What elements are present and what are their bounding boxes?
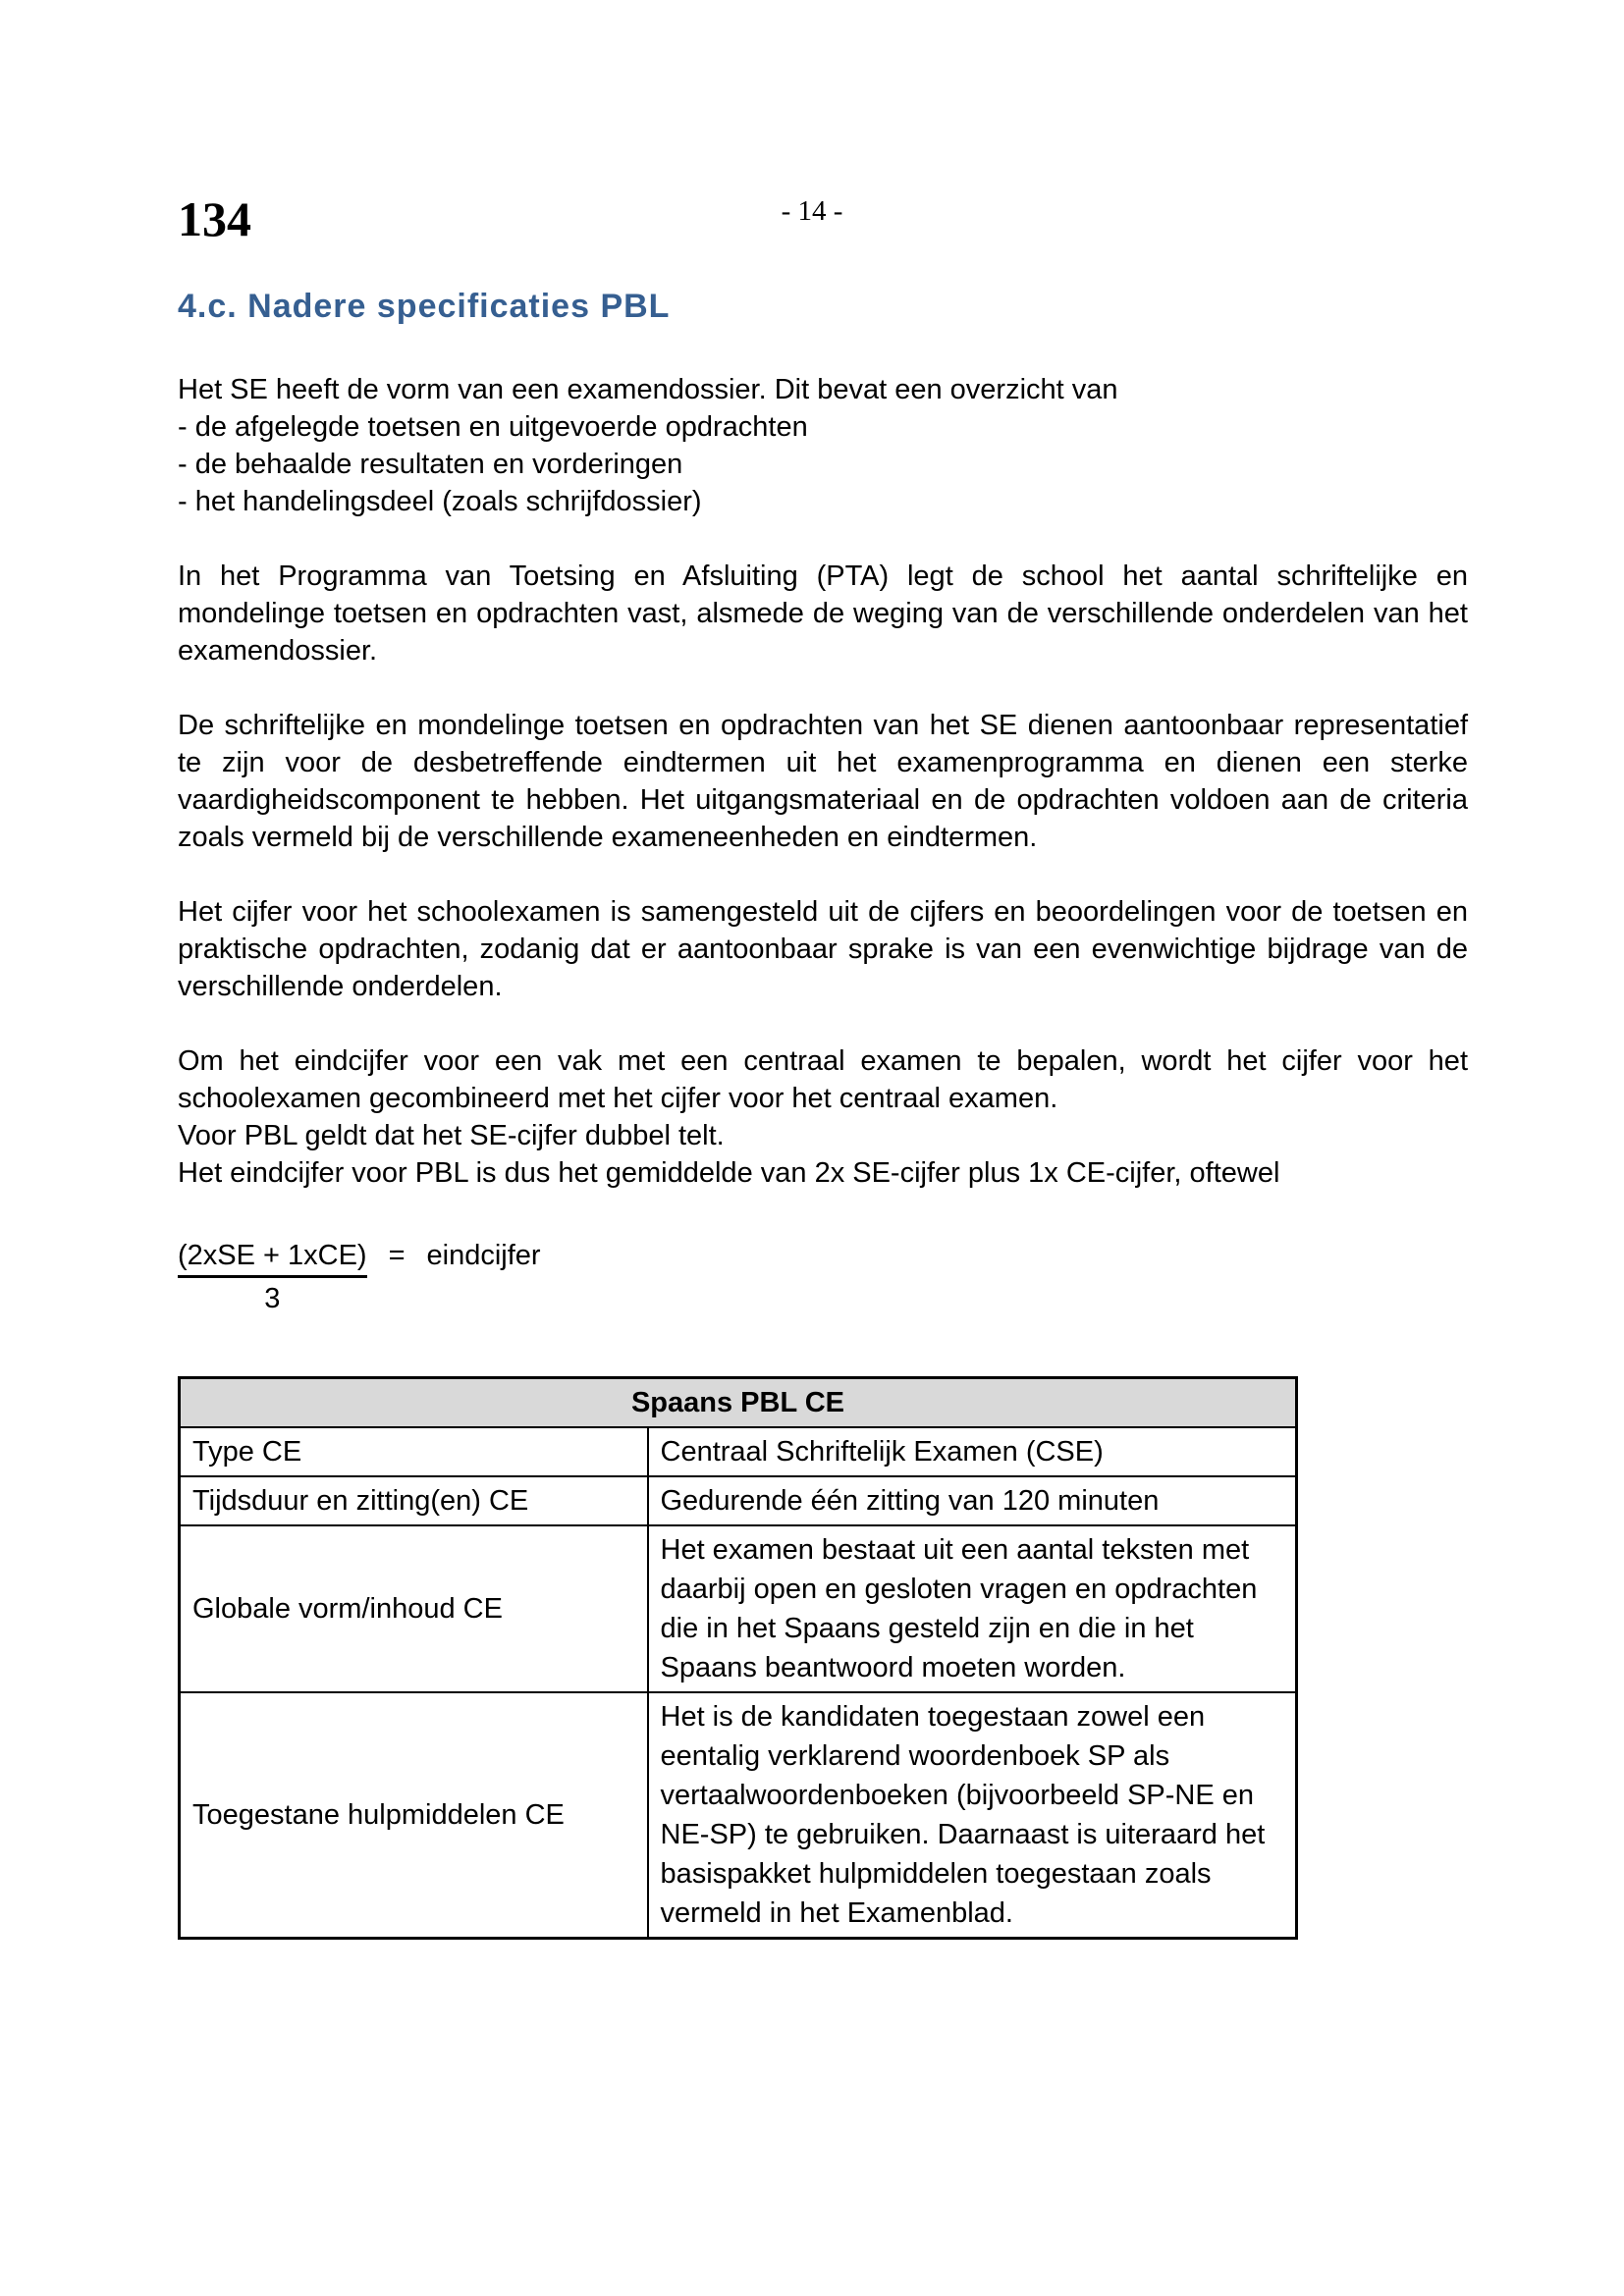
intro-lead: Het SE heeft de vorm van een examendossier. Dit bevat een overzicht van	[178, 374, 1118, 405]
table-row	[180, 1525, 1297, 1692]
spec-table	[178, 1376, 1298, 1940]
eindcijfer-block	[178, 1042, 1468, 1192]
row-label: Toegestane hulpmiddelen CE	[180, 1692, 648, 1939]
formula-fraction	[178, 1237, 367, 1317]
formula-equals: =	[388, 1240, 406, 1271]
row-value: Gedurende één zitting van 120 minuten	[648, 1476, 1297, 1525]
intro-block	[178, 371, 1468, 520]
row-value: Het is de kandidaten toegestaan zowel een eentalig verklarend woordenboek SP als vertaalwoordenboeken (bijvoorbeeld SP-NE en NE-SP) te gebruiken. Daarnaast is uiteraard het basispakket hulpmiddelen toegestaan zoals vermeld in het Examenblad.	[648, 1692, 1297, 1939]
intro-item: - de afgelegde toetsen en uitgevoerde opdrachten	[178, 411, 808, 443]
row-label: Globale vorm/inhoud CE	[180, 1525, 648, 1692]
paragraph-pbl-gemiddelde: Het eindcijfer voor PBL is dus het gemiddelde van 2x SE-cijfer plus 1x CE-cijfer, oftewel	[178, 1157, 1280, 1189]
intro-item: - het handelingsdeel (zoals schrijfdossier)	[178, 486, 702, 517]
intro-item: - de behaalde resultaten en vorderingen	[178, 449, 683, 480]
paragraph-eindcijfer: Om het eindcijfer voor een vak met een centraal examen te bepalen, wordt het cijfer voor het schoolexamen gecombineerd met het cijfer voor het centraal examen.	[178, 1045, 1468, 1114]
row-value: Het examen bestaat uit een aantal teksten met daarbij open en gesloten vragen en opdrachten die in het Spaans gesteld zijn en die in het Spaans beantwoord moeten worden.	[648, 1525, 1297, 1692]
row-value: Centraal Schriftelijk Examen (CSE)	[648, 1427, 1297, 1476]
page-content	[178, 287, 1468, 1940]
table-row	[180, 1692, 1297, 1939]
paragraph-cijfer: Het cijfer voor het schoolexamen is samengesteld uit de cijfers en beoordelingen voor de toetsen en praktische opdrachten, zodanig dat er aantoonbaar sprake is van een evenwichtige bijdrage van de verschillende onderdelen.	[178, 896, 1468, 1002]
row-label: Tijdsduur en zitting(en) CE	[180, 1476, 648, 1525]
paragraph-se-toetsen: De schriftelijke en mondelinge toetsen en opdrachten van het SE dienen aantoonbaar representatief te zijn voor de desbetreffende eindtermen uit het examenprogramma en dienen een sterke vaardigheidscomponent te hebben. Het uitgangsmateriaal en de opdrachten voldoen aan de criteria zoals vermeld bij de verschillende exameneenheden en eindtermen.	[178, 710, 1468, 853]
section-heading: 4.c. Nadere specificaties PBL	[178, 288, 671, 325]
formula-numerator: (2xSE + 1xCE)	[178, 1237, 367, 1278]
formula-denominator: 3	[264, 1283, 281, 1314]
table-title: Spaans PBL CE	[180, 1378, 1297, 1428]
paragraph-pbl-dubbel: Voor PBL geldt dat het SE-cijfer dubbel telt.	[178, 1120, 725, 1151]
table-row	[180, 1476, 1297, 1525]
formula	[178, 1237, 1468, 1317]
page-number-left: 134	[178, 191, 251, 246]
formula-result: eindcijfer	[426, 1240, 541, 1271]
row-label: Type CE	[180, 1427, 648, 1476]
table-title-row	[180, 1378, 1297, 1428]
table-row	[180, 1427, 1297, 1476]
paragraph-pta: In het Programma van Toetsing en Afsluiting (PTA) legt de school het aantal schriftelijke en mondelinge toetsen en opdrachten vast, alsmede de weging van de verschillende onderdelen van het examendossier.	[178, 561, 1468, 667]
page-number-header: - 14 -	[781, 195, 843, 227]
